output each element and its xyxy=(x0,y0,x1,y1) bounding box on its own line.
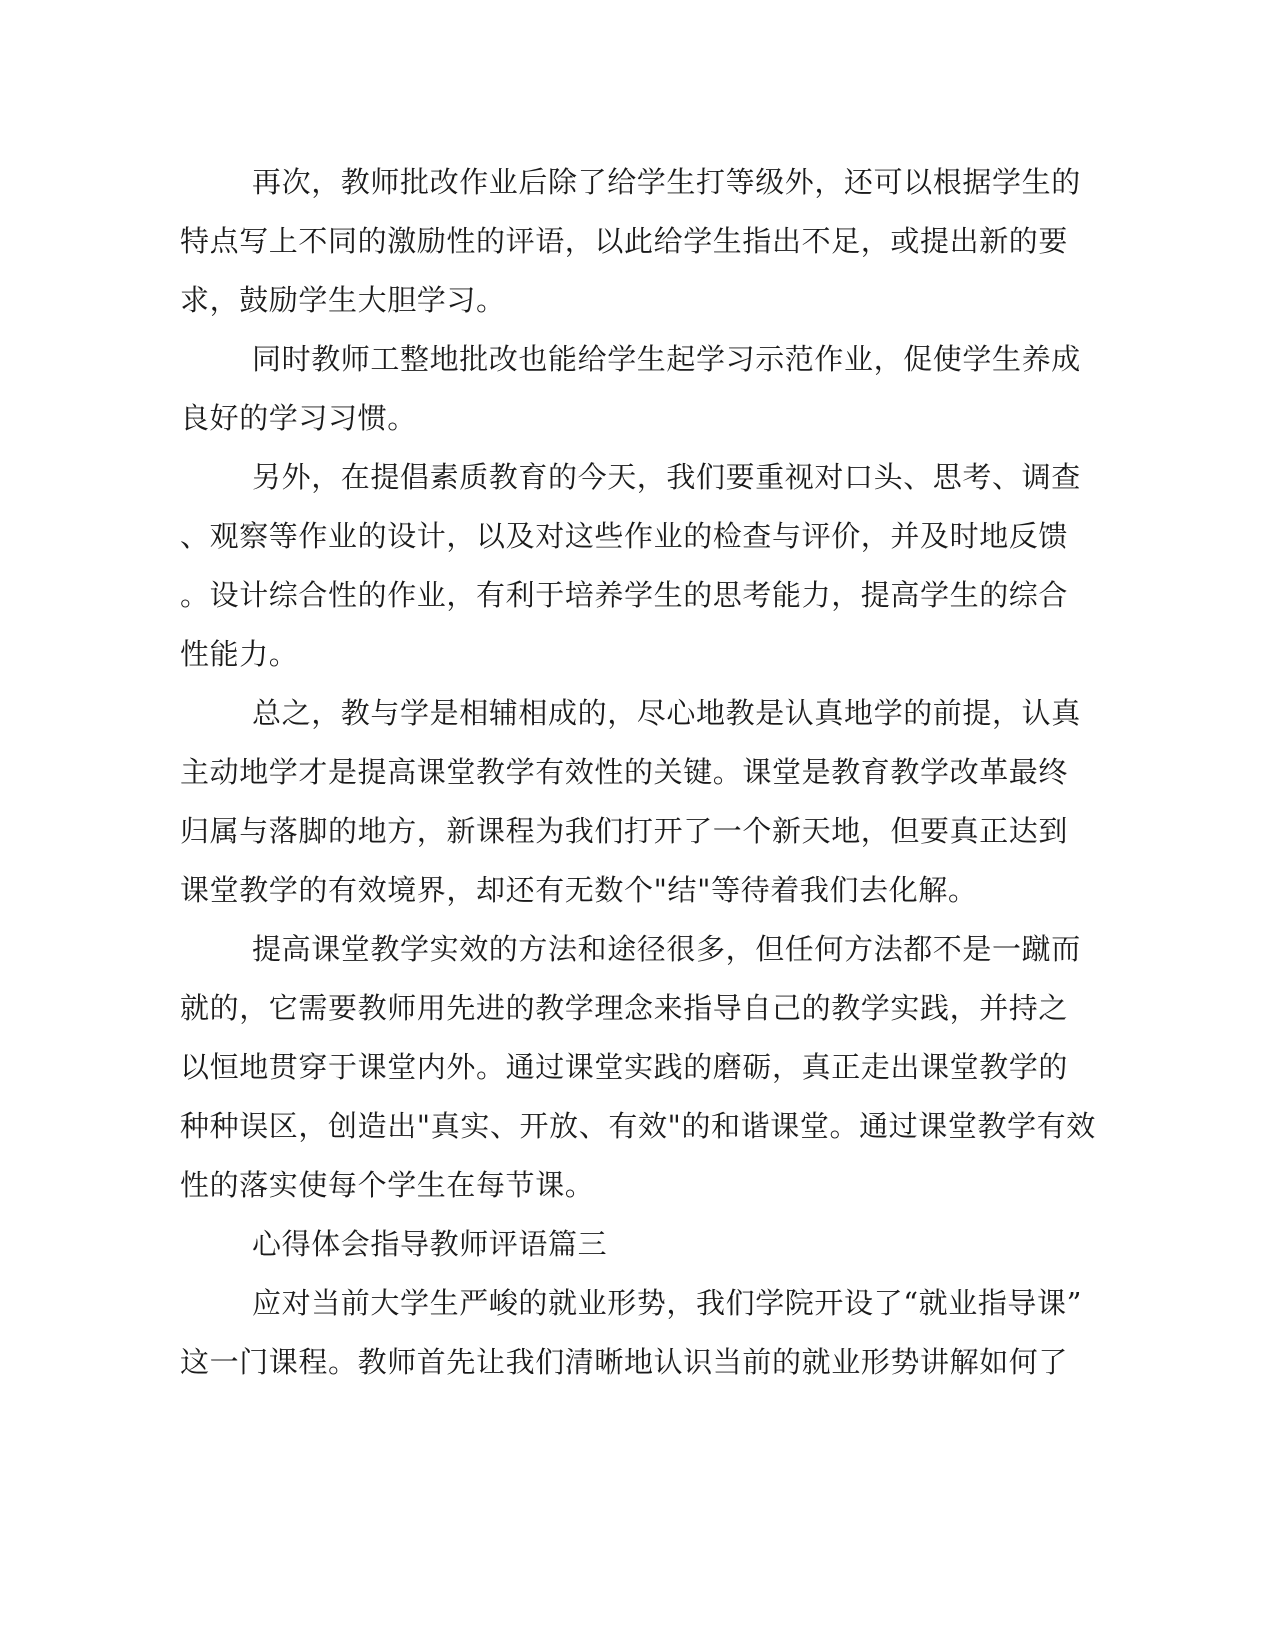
paragraph-1-line-3: 求，鼓励学生大胆学习。 xyxy=(180,283,506,317)
paragraph-4-line-3: 归属与落脚的地方，新课程为我们打开了一个新天地，但要真正达到 xyxy=(180,814,1069,848)
paragraph-4-line-1: 总之，教与学是相辅相成的，尽心地教是认真地学的前提，认真 xyxy=(252,696,1081,730)
paragraph-5-line-5: 性的落实使每个学生在每节课。 xyxy=(180,1168,595,1202)
paragraph-5-line-3: 以恒地贯穿于课堂内外。通过课堂实践的磨砺，真正走出课堂教学的 xyxy=(180,1050,1069,1084)
paragraph-5-line-1: 提高课堂教学实效的方法和途径很多，但任何方法都不是一蹴而 xyxy=(252,932,1081,966)
paragraph-2-line-2: 良好的学习习惯。 xyxy=(180,401,417,435)
paragraph-5-line-2: 就的，它需要教师用先进的教学理念来指导自己的教学实践，并持之 xyxy=(180,991,1069,1025)
paragraph-6-line-1: 应对当前大学生严峻的就业形势，我们学院开设了“就业指导课” xyxy=(252,1286,1083,1320)
paragraph-1-line-2: 特点写上不同的激励性的评语，以此给学生指出不足，或提出新的要 xyxy=(180,224,1069,258)
paragraph-2-line-1: 同时教师工整地批改也能给学生起学习示范作业，促使学生养成 xyxy=(252,342,1081,376)
paragraph-3-line-2: 、观察等作业的设计，以及对这些作业的检查与评价，并及时地反馈 xyxy=(180,519,1069,553)
paragraph-3-line-4: 性能力。 xyxy=(180,637,299,671)
section-heading: 心得体会指导教师评语篇三 xyxy=(252,1227,608,1261)
paragraph-6-line-2: 这一门课程。教师首先让我们清晰地认识当前的就业形势讲解如何了 xyxy=(180,1345,1069,1379)
paragraph-3-line-3: 。设计综合性的作业，有利于培养学生的思考能力，提高学生的综合 xyxy=(180,578,1069,612)
paragraph-4-line-4: 课堂教学的有效境界，却还有无数个"结"等待着我们去化解。 xyxy=(180,873,978,907)
paragraph-1-line-1: 再次，教师批改作业后除了给学生打等级外，还可以根据学生的 xyxy=(252,165,1081,199)
paragraph-3-line-1: 另外，在提倡素质教育的今天，我们要重视对口头、思考、调查 xyxy=(252,460,1081,494)
paragraph-4-line-2: 主动地学才是提高课堂教学有效性的关键。课堂是教育教学改革最终 xyxy=(180,755,1069,789)
paragraph-5-line-4: 种种误区，创造出"真实、开放、有效"的和谐课堂。通过课堂教学有效 xyxy=(180,1109,1096,1143)
